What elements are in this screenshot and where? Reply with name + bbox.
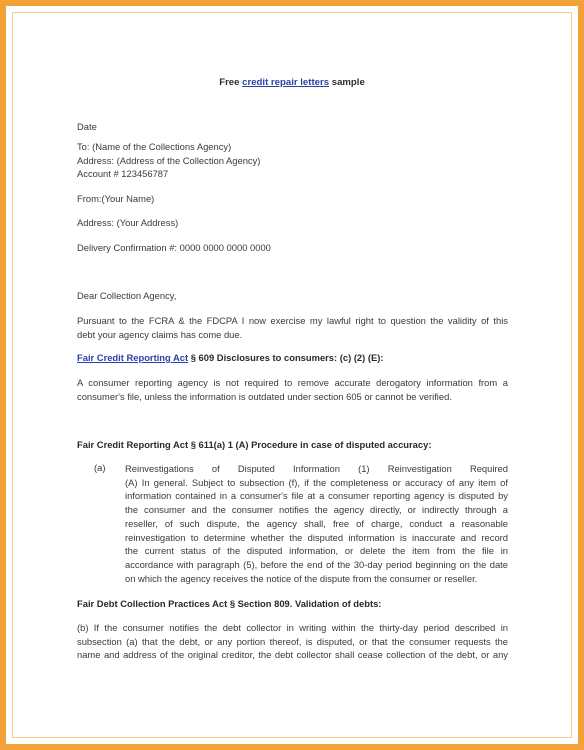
fdcpa-line: (b) If the consumer notifies the debt collector in writing within the thirty-day period described in bbox=[77, 622, 508, 633]
fcra-611-line: information contained in a consumer's file at a consumer reporting agency is disputed by bbox=[125, 490, 508, 502]
fdcpa-line: subsection (a) that the debt, or any portion thereof, is disputed, or that the consumer requests the bbox=[77, 635, 508, 647]
document-title bbox=[0, 76, 584, 90]
fcra-609-link[interactable]: Fair Credit Reporting Act bbox=[77, 352, 189, 363]
fcra-609-line: A consumer reporting agency is not required to remove accurate derogatory information from a bbox=[77, 377, 508, 388]
fcra-611-line: the current status of the disputed information, or delete the item from the file in bbox=[125, 545, 508, 557]
fcra-609-line: consumer's file, unless the information is outdated under section 605 or cannot be verified. bbox=[77, 390, 452, 402]
fcra-611-line: Reinvestigations of Disputed Information (1) Reinvestigation Required bbox=[125, 463, 508, 474]
fcra-611-paragraph bbox=[125, 462, 508, 585]
to-name: To: (Name of the Collections Agency) bbox=[77, 141, 232, 152]
fcra-611-line: the consumer and the consumer notifies the agency directly, or indirectly through a bbox=[125, 504, 508, 516]
from-name: From:(Your Name) bbox=[77, 193, 155, 204]
intro-paragraph bbox=[77, 314, 508, 341]
fcra-609-heading bbox=[77, 351, 384, 365]
fcra-611-label: (a) bbox=[94, 462, 106, 473]
fcra-611-line: reinvestigation to determine whether the disputed information is inaccurate and record bbox=[125, 531, 508, 543]
fcra-611-line: accordance with paragraph (5), before the end of the 30-day period beginning on the date bbox=[125, 558, 508, 570]
fcra-609-heading-rest: § 609 Disclosures to consumers: (c) (2) (E): bbox=[188, 352, 384, 363]
fcra-611-line: (A) In general. Subject to subsection (f), if the completeness or accuracy of any item of bbox=[125, 476, 508, 488]
fcra-611-line: reseller, of such dispute, the agency shall, free of charge, conduct a reasonable bbox=[125, 517, 508, 529]
fcra-609-paragraph bbox=[77, 376, 508, 403]
delivery-confirmation: Delivery Confirmation #: 0000 0000 0000 0000 bbox=[77, 242, 271, 253]
date-label: Date bbox=[77, 121, 97, 132]
to-address: Address: (Address of the Collection Agency) bbox=[77, 155, 261, 166]
title-link[interactable]: credit repair letters bbox=[242, 77, 330, 88]
from-address: Address: (Your Address) bbox=[77, 217, 179, 228]
salutation: Dear Collection Agency, bbox=[77, 290, 177, 301]
account-number: Account # 123456787 bbox=[77, 168, 169, 179]
fdcpa-line: name and address of the original creditor, the debt collector shall cease collection of the debt, or any bbox=[77, 649, 508, 661]
title-prefix: Free bbox=[219, 77, 243, 88]
fcra-611-heading: Fair Credit Reporting Act § 611(a) 1 (A) Procedure in case of disputed accuracy: bbox=[77, 439, 432, 450]
fdcpa-paragraph bbox=[77, 621, 508, 662]
intro-line: Pursuant to the FCRA & the FDCPA I now exercise my lawful right to question the validity of this bbox=[77, 315, 508, 326]
fcra-611-line: on which the agency receives the notice of the dispute from the consumer or reseller. bbox=[125, 572, 478, 584]
fdcpa-heading: Fair Debt Collection Practices Act § Section 809. Validation of debts: bbox=[77, 598, 382, 609]
intro-line: debt your agency claims has come due. bbox=[77, 328, 243, 340]
title-suffix: sample bbox=[329, 77, 365, 88]
